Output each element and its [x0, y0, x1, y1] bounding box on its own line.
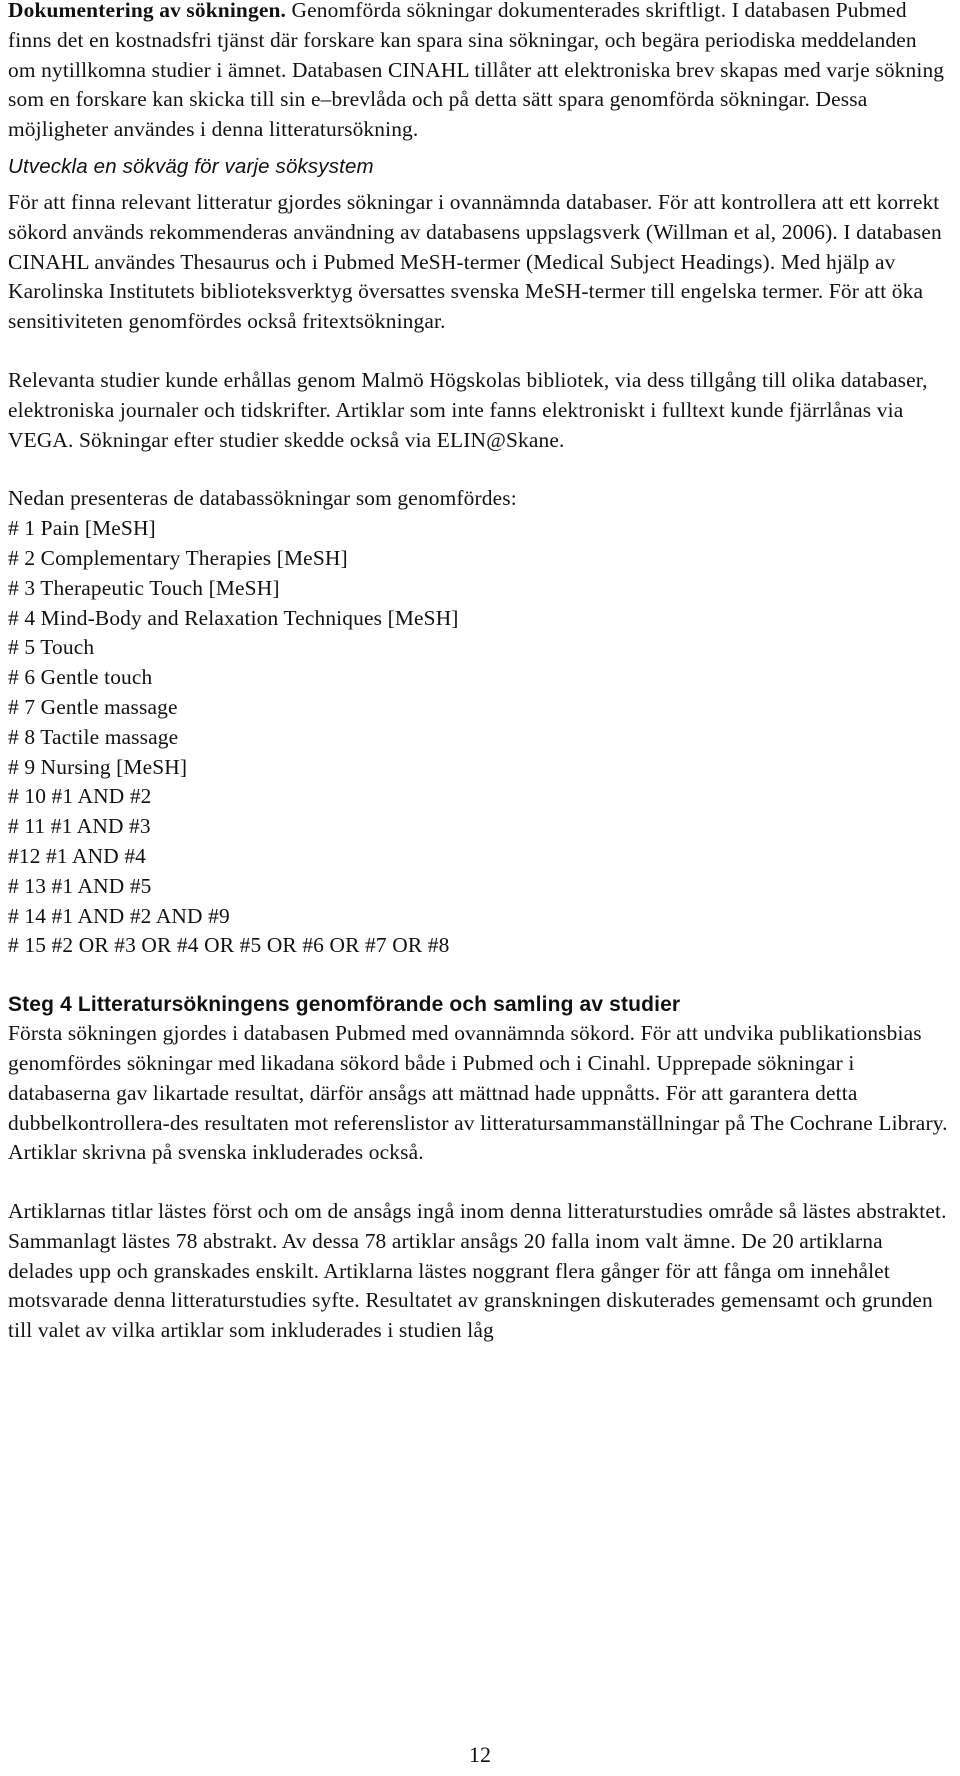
run-in-heading: Dokumentering av sökningen.: [8, 0, 287, 22]
search-item: # 5 Touch: [8, 635, 95, 660]
page-content: [8, 0, 948, 1346]
paragraph-documentation: [8, 0, 948, 145]
paragraph-article-review: Artiklarnas titlar lästes först och om de ansågs ingå inom denna litteraturstudies område så lästes abstraktet. Sammanlagt lästes 78 abstrakt. Av dessa 78 artiklar ansågs 20 falla inom valt ämne. De 20 artiklarna delades upp och granskades enskilt. Artiklarna lästes noggrant flera gånger för att fånga om innehålet motsvarade denna litteraturstudies syfte. Resultatet av granskningen diskuterades gemensamt och grunden till valet av vilka artiklar som inkluderades i studien låg: [8, 1199, 947, 1343]
search-item: # 4 Mind-Body and Relaxation Techniques [MeSH]: [8, 605, 459, 630]
search-item: # 13 #1 AND #5: [8, 873, 152, 898]
paragraph-first-search: Första sökningen gjordes i databasen Pubmed med ovannämnda sökord. För att undvika publikationsbias genomfördes sökningar med likadana sökord både i Pubmed och i Cinahl. Upprepade sökningar i databaserna gav likartade resultat, därför ansågs att mättnad hade uppnåtts. För att garantera detta dubbelkontrollera-des resultaten mot referenslistor av litteratursammanställningar på The Cochrane Library. Artiklar skrivna på svenska inkluderades också.: [8, 1021, 948, 1165]
search-item: # 10 #1 AND #2: [8, 784, 152, 809]
paragraph-text: Genomförda sökningar dokumenterades skriftligt. I databasen Pubmed finns det en kostnadsfri tjänst där forskare kan spara sina sökningar, och begära periodiska meddelanden om nytillkomna studier i ämnet. Databasen CINAHL tillåter att elektroniska brev skapas med varje sökning som en forskare kan skicka till sin e–brevlåda och på detta sätt spara genomförda sökningar. Dessa möjligheter användes i denna litteratursökning.: [8, 0, 945, 142]
search-item: # 3 Therapeutic Touch [MeSH]: [8, 575, 280, 600]
searches-intro: Nedan presenteras de databassökningar som genomfördes:: [8, 486, 517, 511]
search-item: # 8 Tactile massage: [8, 724, 179, 749]
section-heading-step-4: Steg 4 Litteratursökningens genomförande och samling av studier: [8, 993, 681, 1017]
search-item: # 1 Pain [MeSH]: [8, 516, 156, 541]
search-list: [8, 514, 948, 961]
search-item: # 14 #1 AND #2 AND #9: [8, 903, 230, 928]
search-item: #12 #1 AND #4: [8, 843, 147, 868]
paragraph-library-access: Relevanta studier kunde erhållas genom Malmö Högskolas bibliotek, via dess tillgång till olika databaser, elektroniska journaler och tidskrifter. Artiklar som inte fanns elektroniskt i fulltext kunde fjärrlånas via VEGA. Sökningar efter studier skedde också via ELIN@Skane.: [8, 367, 928, 452]
paragraph-spacer: [8, 961, 948, 990]
paragraph-spacer: [8, 455, 948, 484]
subheading-search-path: Utveckla en sökväg för varje söksystem: [8, 154, 374, 178]
search-item: # 7 Gentle massage: [8, 694, 178, 719]
search-item: # 9 Nursing [MeSH]: [8, 754, 188, 779]
paragraph-spacer: [8, 337, 948, 366]
page-number: 12: [469, 1742, 491, 1767]
search-item: # 15 #2 OR #3 OR #4 OR #5 OR #6 OR #7 OR #8: [8, 933, 450, 958]
search-item: # 2 Complementary Therapies [MeSH]: [8, 545, 348, 570]
search-item: # 6 Gentle touch: [8, 665, 153, 690]
paragraph-spacer: [8, 1168, 948, 1197]
paragraph-search-strategy: För att finna relevant litteratur gjordes sökningar i ovannämnda databaser. För att kontrollera att ett korrekt sökord används rekommenderas användning av databasens uppslagsverk (Willman et al, 2006). I databasen CINAHL användes Thesaurus och i Pubmed MeSH-termer (Medical Subject Headings). Med hjälp av Karolinska Institutets biblioteksverktyg översattes svenska MeSH-termer till engelska termer. För att öka sensitiviteten genomfördes också fritextsökningar.: [8, 189, 942, 334]
search-item: # 11 #1 AND #3: [8, 814, 151, 839]
